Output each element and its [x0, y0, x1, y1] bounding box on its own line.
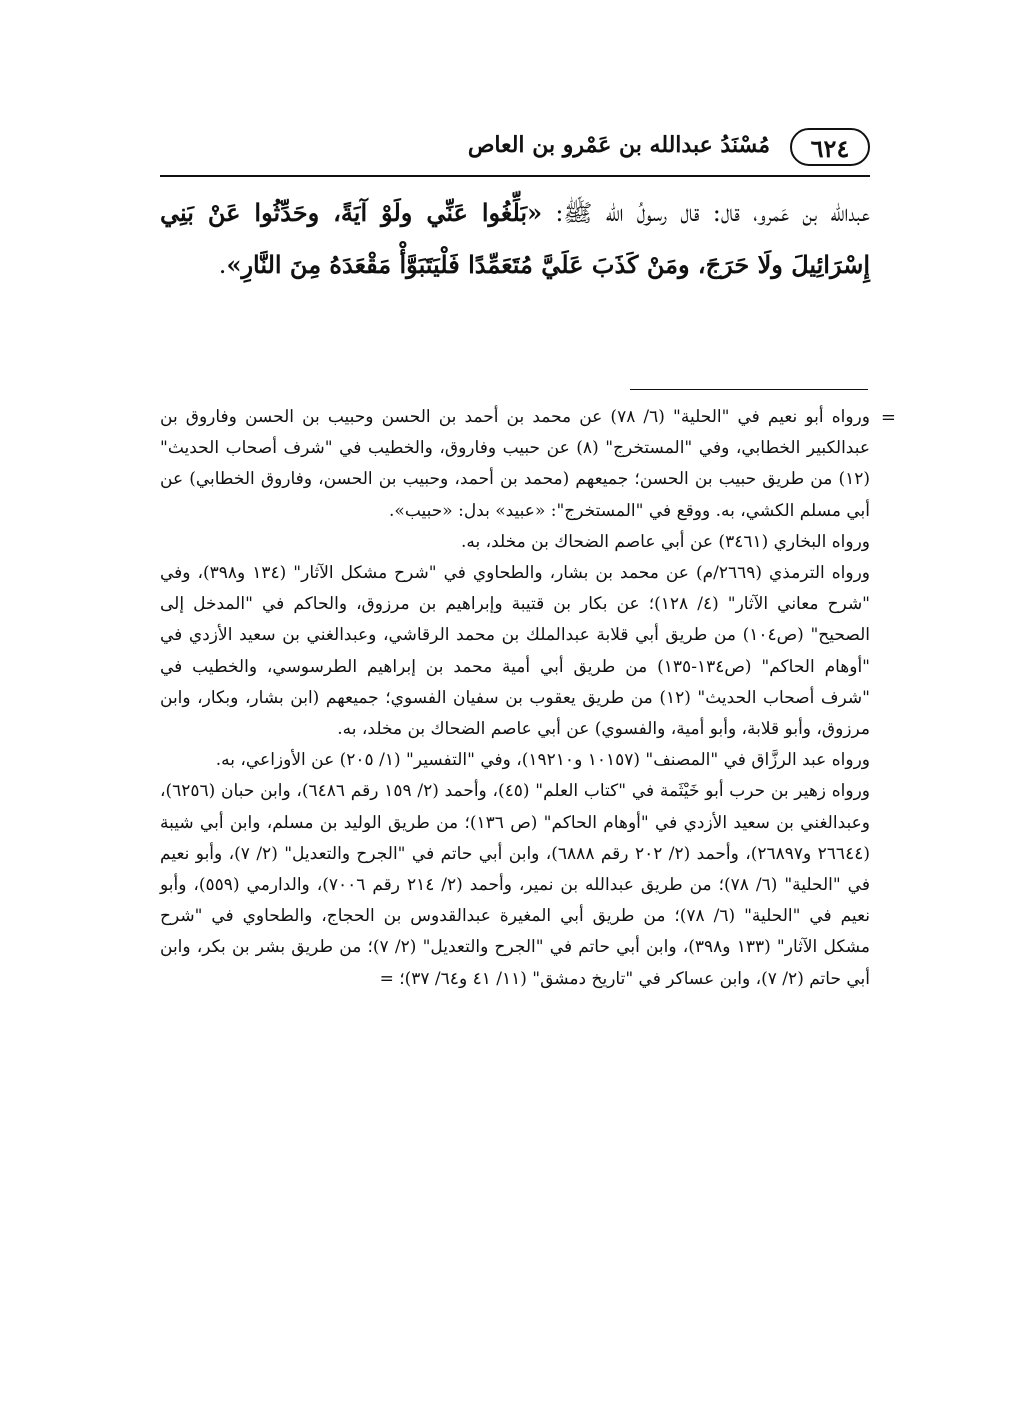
header-rule	[160, 175, 870, 177]
footnote-paragraph: ورواه الترمذي (٢٦٦٩/م) عن محمد بن بشار، والطحاوي في "شرح مشكل الآثار" (١٣٤ و٣٩٨)، وفي "شرح معاني الآثار" (٤/ ١٢٨)؛ عن بكار بن قتيبة وإبراهيم بن مرزوق، والحاكم في "المدخل إلى الصحيح" (ص١٠٤) من طريق أبي قلابة عبدالملك بن محمد الرقاشي، وعبدالغني بن سعيد الأزدي في "أوهام الحاكم" (ص١٣٤-١٣٥) من طريق أبي أمية محمد بن إبراهيم الطرسوسي، والخطيب في "شرف أصحاب الحديث" (١٢) من طريق يعقوب بن سفيان الفسوي؛ جميعهم (ابن بشار، وبكار، وابن مرزوق، وأبو قلابة، وأبو أمية، والفسوي) عن أبي عاصم الضحاك بن مخلد، به.	[160, 563, 871, 740]
hadith-end: .	[218, 251, 227, 279]
main-text	[160, 187, 870, 291]
page-number: ٦٢٤	[790, 128, 870, 166]
page-header	[150, 128, 870, 172]
continuation-mark: =	[880, 407, 896, 428]
running-title: مُسْنَدُ عبدالله بن عَمْرو بن العاص	[467, 132, 770, 158]
hadith-text: «بَلِّغُوا عَنِّي ولَوْ آيَةً، وحَدِّثُوا عَنْ بَنِي إِسْرَائِيلَ ولَا حَرَجَ، ومَنْ كَذَبَ عَلَيَّ مُتَعَمِّدًا فَلْيَتَبَوَّأْ مَقْعَدَهُ مِنَ النَّارِ»	[160, 198, 870, 279]
footnote-paragraph: ورواه زهير بن حرب أبو خَيْثَمة في "كتاب العلم" (٤٥)، وأحمد (٢/ ١٥٩ رقم ٦٤٨٦)، وابن حبان (٦٢٥٦)، وعبدالغني بن سعيد الأزدي في "أوهام الحاكم" (ص ١٣٦)؛ من طريق الوليد بن مسلم، وابن أبي شيبة (٢٦٦٤٤ و٢٦٨٩٧)، وأحمد (٢/ ٢٠٢ رقم ٦٨٨٨)، وابن أبي حاتم في "الجرح والتعديل" (٢/ ٧)، وأبو نعيم في "الحلية" (٦/ ٧٨)؛ من طريق عبدالله بن نمير، وأحمد (٢/ ٢١٤ رقم ٧٠٠٦)، والدارمي (٥٥٩)، وأبو نعيم في "الحلية" (٦/ ٧٨)؛ من طريق أبي المغيرة عبدالقدوس بن الحجاج، والطحاوي في "شرح مشكل الآثار" (١٣٣ و٣٩٨)، وابن أبي حاتم في "الجرح والتعديل" (٢/ ٧)؛ من طريق بشر بن بكر، وابن أبي حاتم (٢/ ٧)، وابن عساكر في "تاريخ دمشق" (١١/ ٤١ و٦٤/ ٣٧)؛ =	[160, 781, 870, 989]
footnote-paragraph: ورواه عبد الرزَّاق في "المصنف" (١٠١٥٧ و١٩٢١٠)، وفي "التفسير" (١/ ٢٠٥) عن الأوزاعي، به.	[215, 750, 870, 771]
footnotes	[160, 402, 896, 995]
footnote-paragraph: ورواه البخاري (٣٤٦١) عن أبي عاصم الضحاك بن مخلد، به.	[460, 531, 870, 552]
footnote-paragraph: ورواه أبو نعيم في "الحلية" (٦/ ٧٨) عن محمد بن أحمد بن الحسن وحبيب بن الحسن وفاروق بن عبدالكبير الخطابي، وفي "المستخرج" (٨) عن حبيب وفاروق، والخطيب في "شرف أصحاب الحديث" (١٢) من طريق حبيب بن الحسن؛ جميعهم (محمد بن أحمد، وحبيب بن الحسن، وفاروق الخطابي) عن أبي مسلم الكشي، به. ووقع في "المستخرج": «عبيد» بدل: «حبيب».	[160, 407, 870, 521]
footnote-rule	[630, 389, 868, 390]
hadith-intro: عبدالله بن عَمرو، قال: قال رسولُ الله ﷺ:	[542, 199, 870, 227]
